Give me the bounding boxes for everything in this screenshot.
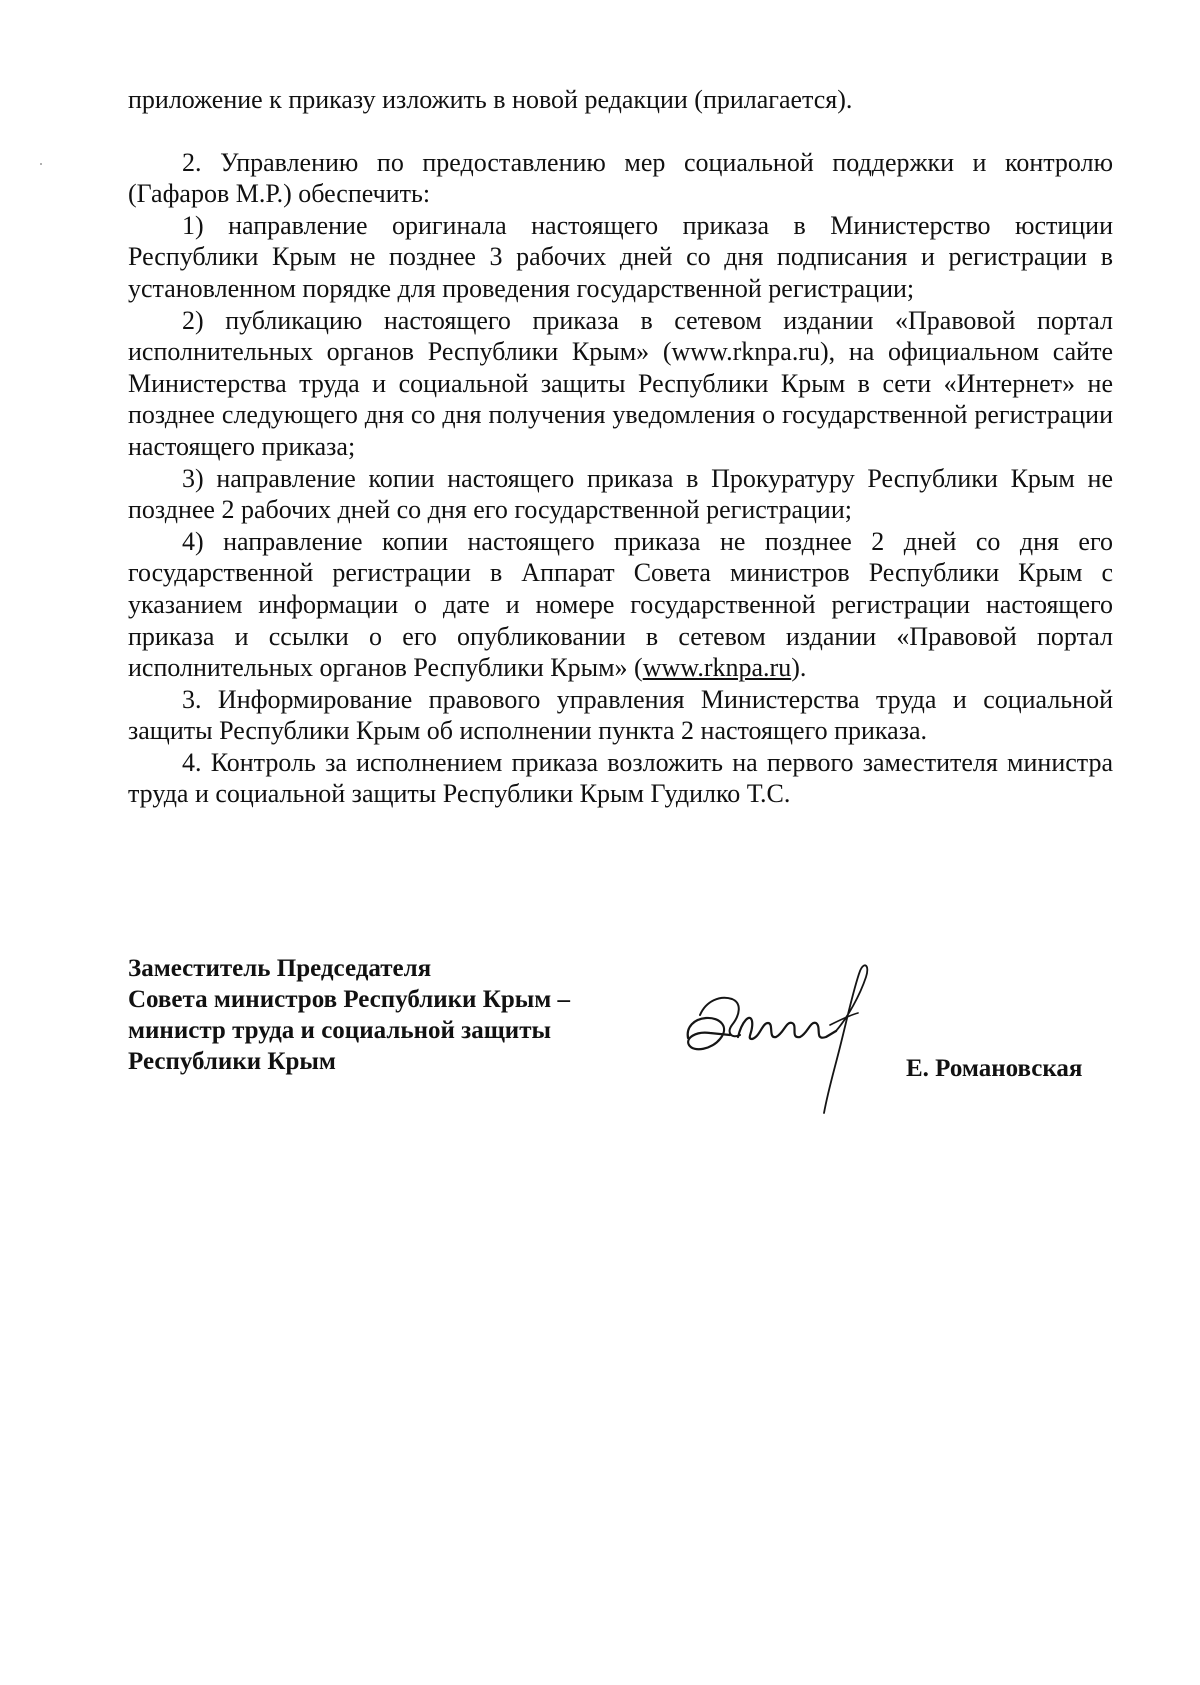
signer-name: Е. Романовская	[906, 1055, 1083, 1082]
position-line-1: Заместитель Председателя	[128, 955, 432, 982]
item-2-sub-1: 1) направление оригинала настоящего приказа в Министерство юстиции Республики Крым не позднее 3 рабочих дней со дня подписания и регистрации в установленном порядке для проведения государственной регистрации;	[128, 210, 1113, 303]
item-2-sub-4-end: ).	[791, 653, 807, 683]
item-2-sub-2: 2) публикацию настоящего приказа в сетевом издании «Правовой портал исполнительных органов Республики Крым» (www.rknpa.ru), на официальном сайте Министерства труда и социальной защиты Республики Крым в сети «Интернет» не позднее следующего дня со дня получения уведомления о государственной регистрации настоящего приказа;	[128, 305, 1113, 461]
position-line-4: Республики Крым	[128, 1048, 336, 1075]
item-4: 4. Контроль за исполнением приказа возложить на первого заместителя министра труда и социальной защиты Республики Крым Гудилко Т.С.	[128, 747, 1113, 809]
scan-speck	[40, 163, 42, 165]
position-line-2: Совета министров Республики Крым –	[128, 986, 571, 1013]
document-body	[128, 84, 1113, 810]
item-2-sub-3: 3) направление копии настоящего приказа в Прокуратуру Республики Крым не позднее 2 рабочих дней со дня его государственной регистрации;	[128, 463, 1113, 525]
item-2-sub-4-text: 4) направление копии настоящего приказа не позднее 2 дней со дня его государственной регистрации в Аппарат Совета министров Республики Крым с указанием информации о дате и номере государственной регистрации настоящего приказа и ссылки о его опубликовании в сетевом издании «Правовой портал исполнительных органов Республики Крым» (	[128, 526, 1113, 683]
item-2-sub-4	[128, 526, 1113, 684]
signatory-position	[128, 953, 570, 1077]
continuation-paragraph: приложение к приказу изложить в новой редакции (прилагается).	[128, 85, 853, 114]
position-line-3: министр труда и социальной защиты	[128, 1017, 551, 1044]
portal-link[interactable]: www.rknpa.ru	[642, 653, 792, 683]
item-3: 3. Информирование правового управления Министерства труда и социальной защиты Республики Крым об исполнении пункта 2 настоящего приказа.	[128, 684, 1113, 746]
handwritten-signature	[680, 955, 920, 1115]
item-2-intro: 2. Управлению по предоставлению мер социальной поддержки и контролю (Гафаров М.Р.) обеспечить:	[128, 147, 1113, 209]
